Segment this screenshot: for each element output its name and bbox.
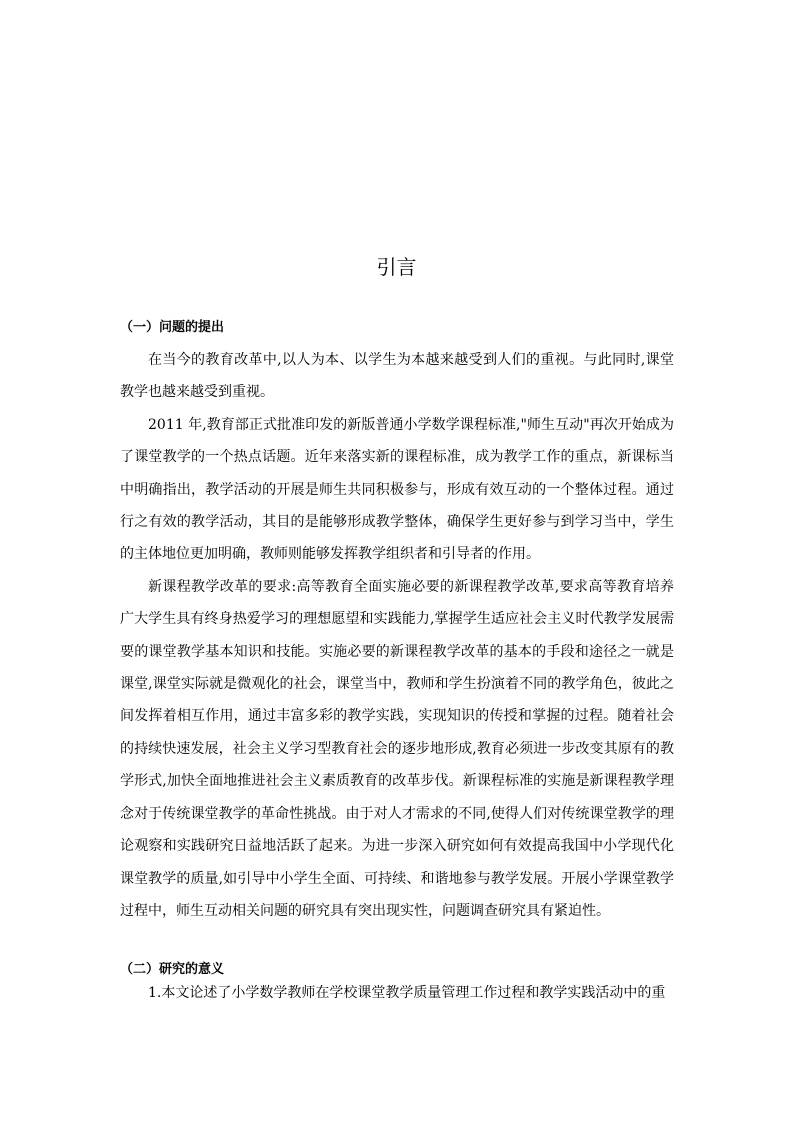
page-title: 引言	[376, 255, 417, 279]
paragraph: 1.本文论述了小学数学教师在学校课堂教学质量管理工作过程和教学实践活动中的重	[148, 985, 666, 1001]
section-heading-problem: （一）问题的提出	[120, 320, 225, 335]
paragraph: 2011 年,教育部正式批准印发的新版普通小学数学课程标准,"师生互动"再次开始成为了课堂教学的一个热点话题。近年来落实新的课程标准，成为教学工作的重点，新课标当中明确指出，教学活动的开展是师生共同积极参与，形成有效互动的一个整体过程。通过行之有效的教学活动，其目的是能够形成教学整体，确保学生更好参与到学习当中，学生的主体地位更加明确，教师则能够发挥教学组织者和引导者的作用。	[120, 416, 674, 563]
paragraph: 在当今的教育改革中,以人为本、以学生为本越来越受到人们的重视。与此同时,课堂教学也越来越受到重视。	[120, 352, 674, 401]
section-heading-significance: （二）研究的意义	[120, 962, 225, 977]
section-body-significance	[120, 977, 674, 1009]
section-body-problem	[120, 344, 674, 927]
paragraph: 新课程教学改革的要求:高等教育全面实施必要的新课程教学改革,要求高等教育培养广大学生具有终身热爱学习的理想愿望和实践能力,掌握学生适应社会主义时代教学发展需要的课堂教学基本知识和技能。实施必要的新课程教学改革的基本的手段和途径之一就是课堂,课堂实际就是微观化的社会，课堂当中，教师和学生扮演着不同的教学角色，彼此之间发挥着相互作用，通过丰富多彩的教学实践，实现知识的传授和掌握的过程。随着社会的持续快速发展，社会主义学习型教育社会的逐步地形成,教育必须进一步改变其原有的教学形式,加快全面地推进社会主义素质教育的改革步伐。新课程标准的实施是新课程教学理念对于传统课堂教学的革命性挑战。由于对人才需求的不同,使得人们对传统课堂教学的理论观察和实践研究日益地活跃了起来。为进一步深入研究如何有效提高我国中小学现代化课堂教学的质量,如引导中小学生全面、可持续、和谐地参与教学发展。开展小学课堂教学过程中，师生互动相关问题的研究具有突出现实性，问题调查研究具有紧迫性。	[120, 578, 674, 919]
